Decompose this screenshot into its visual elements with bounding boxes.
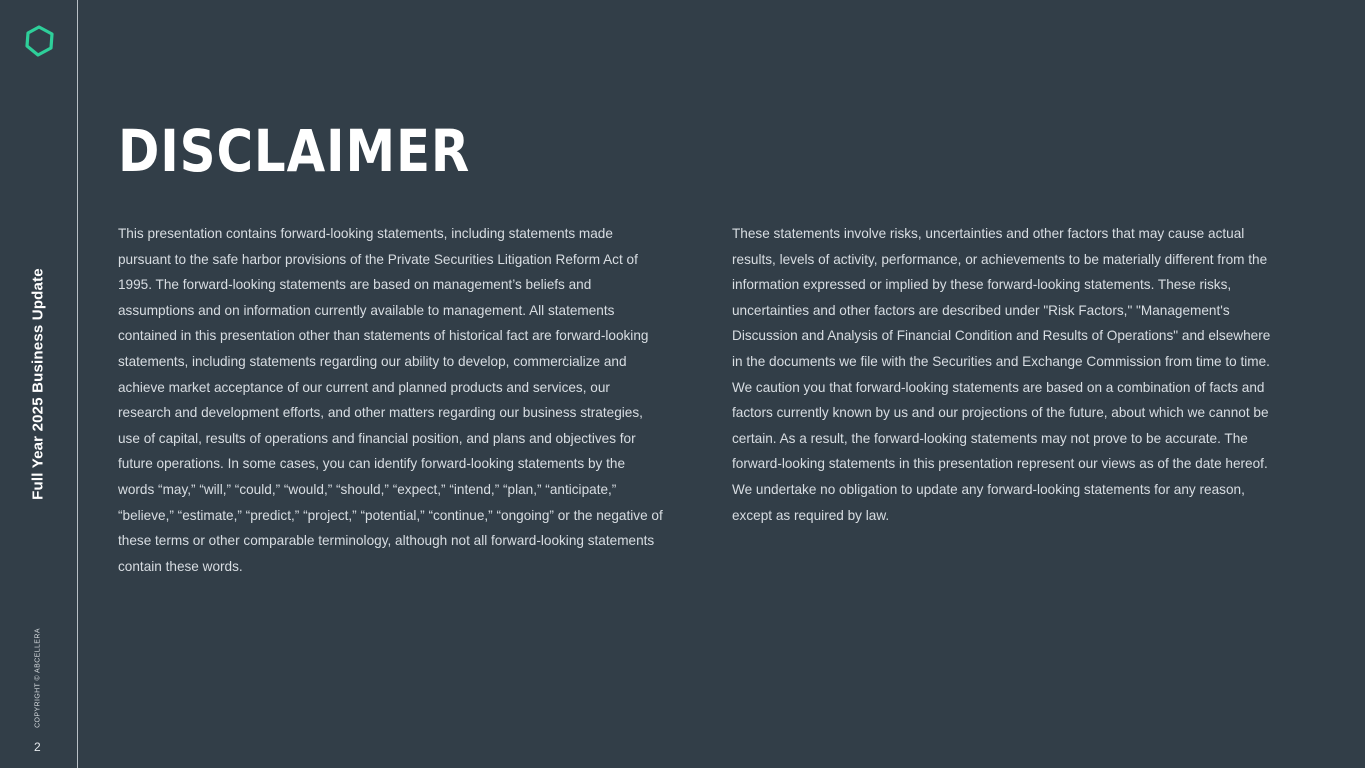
- copyright-notice: COPYRIGHT © ABCELLERA: [34, 628, 42, 728]
- presentation-title: Full Year 2025 Business Update: [29, 268, 47, 500]
- page-number: 2: [34, 740, 41, 754]
- disclaimer-left-paragraph: This presentation contains forward-looking statements, including statements made pursuant to the safe harbor provisions of the Private Securities Litigation Reform Act of 1995. The forward-looking statements are based on management’s beliefs and assumptions and on information currently available to management. All statements contained in this presentation other than statements of historical fact are forward-looking statements, including statements regarding our ability to develop, commercialize and achieve market acceptance of our current and planned products and services, our research and development efforts, and other matters regarding our business strategies, use of capital, results of operations and financial position, and plans and objectives for future operations. In some cases, you can identify forward-looking statements by the words “may,” “will,” “could,” “would,” “should,” “expect,” “intend,” “plan,” “anticipate,” “believe,” “estimate,” “predict,” “project,” “potential,” “continue,” “ongoing” or the negative of these terms or other comparable terminology, although not all forward-looking statements contain these words.: [118, 226, 663, 574]
- sidebar-divider: [77, 0, 78, 768]
- sidebar: [0, 0, 77, 768]
- hexagon-outline-icon: [22, 24, 56, 58]
- disclaimer-right-paragraph: These statements involve risks, uncertainties and other factors that may cause actual results, levels of activity, performance, or achievements to be materially different from the information expressed or implied by these forward-looking statements. These risks, uncertainties and other factors are described under "Risk Factors," "Management's Discussion and Analysis of Financial Condition and Results of Operations" and elsewhere in the documents we file with the Securities and Exchange Commission from time to time. We caution you that forward-looking statements are based on a combination of facts and factors currently known by us and our projections of the future, about which we cannot be certain. As a result, the forward-looking statements may not prove to be accurate. The forward-looking statements in this presentation represent our views as of the date hereof. We undertake no obligation to update any forward-looking statements for any reason, except as required by law.: [732, 226, 1271, 523]
- page-title: DISCLAIMER: [118, 117, 471, 185]
